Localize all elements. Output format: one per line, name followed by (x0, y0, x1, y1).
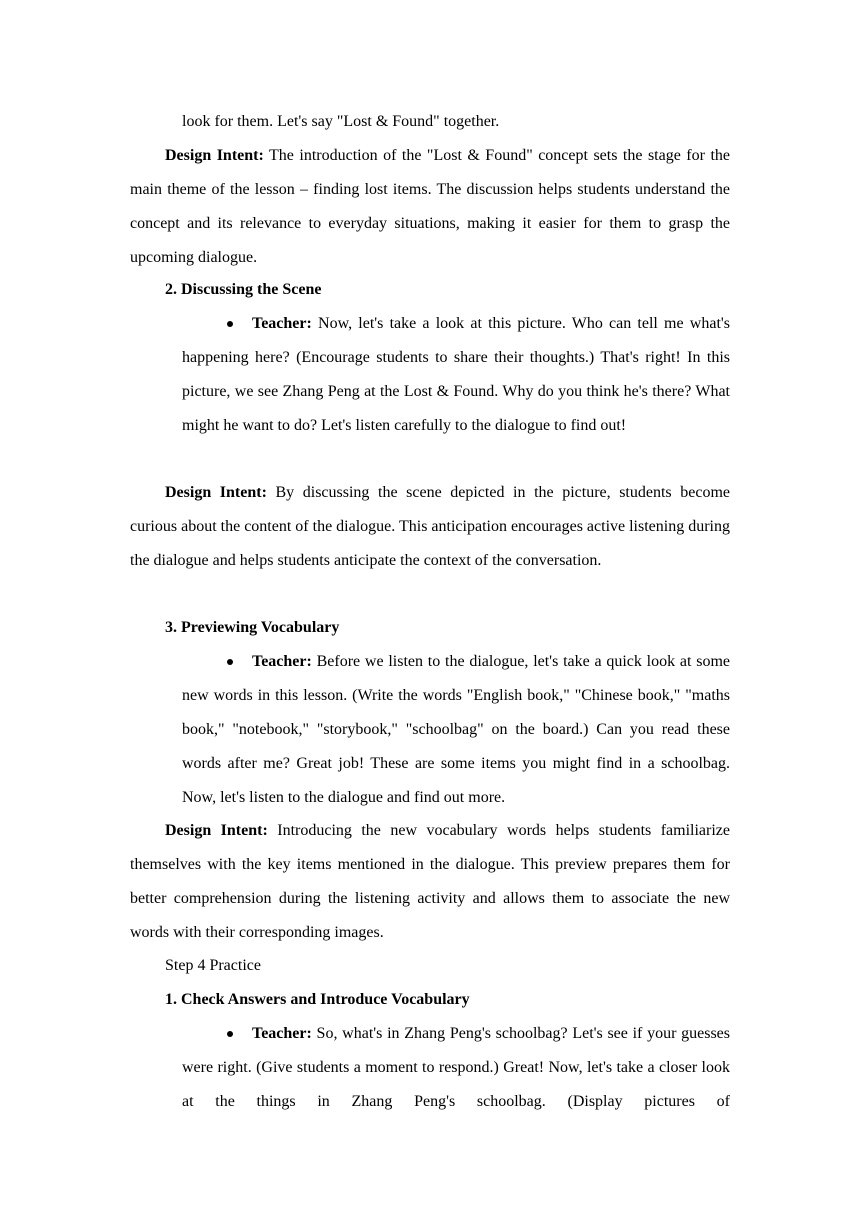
teacher-text: So, what's in Zhang Peng's schoolbag? Let's see if your guesses were right. (Give students a moment to respond.) Great! Now, let's take a closer look at the things in Zhang Peng's schoolbag. (Display pictures of (182, 1025, 730, 1110)
step-4-label (130, 949, 730, 983)
heading-text: 1. Check Answers and Introduce Vocabulary (165, 991, 470, 1008)
design-intent-label: Design Intent: (165, 147, 264, 164)
teacher-paragraph-3 (182, 645, 730, 815)
design-intent-text: By discussing the scene depicted in the picture, students become curious about the content of the dialogue. This anticipation encourages active listening during the dialogue and helps students anticipate the context of the conversation. (130, 484, 730, 569)
design-intent-paragraph-1 (130, 139, 730, 275)
step-text: Step 4 Practice (165, 957, 261, 974)
section-heading-3 (130, 611, 730, 645)
design-intent-paragraph-3 (130, 814, 730, 950)
heading-text: 3. Previewing Vocabulary (165, 619, 340, 636)
teacher-label: Teacher: (252, 315, 312, 332)
paragraph-continuation (182, 105, 730, 139)
design-intent-label: Design Intent: (165, 484, 267, 501)
design-intent-label: Design Intent: (165, 822, 268, 839)
design-intent-text: Introducing the new vocabulary words helps students familiarize themselves with the key items mentioned in the dialogue. This preview prepares them for better comprehension during the listening activity and allows them to associate the new words with their corresponding images. (130, 822, 730, 941)
heading-text: 2. Discussing the Scene (165, 281, 322, 298)
section-heading-4 (130, 983, 730, 1017)
design-intent-text: The introduction of the "Lost & Found" concept sets the stage for the main theme of the lesson – finding lost items. The discussion helps students understand the concept and its relevance to everyday situations, making it easier for them to grasp the upcoming dialogue. (130, 147, 730, 266)
teacher-paragraph-4 (182, 1017, 730, 1119)
continuation-text: look for them. Let's say "Lost & Found" together. (182, 113, 500, 130)
section-heading-2 (130, 273, 730, 307)
teacher-label: Teacher: (252, 1025, 312, 1042)
teacher-text: Before we listen to the dialogue, let's take a quick look at some new words in this lesson. (Write the words "English book," "Chinese book," "maths book," "notebook," "storybook," "schoolbag" on the board.) Can you read these words after me? Great job! These are some items you might find in a schoolbag. Now, let's listen to the dialogue and find out more. (182, 653, 730, 806)
design-intent-paragraph-2 (130, 476, 730, 578)
teacher-paragraph-2 (182, 307, 730, 443)
teacher-text: Now, let's take a look at this picture. Who can tell me what's happening here? (Encourage students to share their thoughts.) That's right! In this picture, we see Zhang Peng at the Lost & Found. Why do you think he's there? What might he want to do? Let's listen carefully to the dialogue to find out! (182, 315, 730, 434)
teacher-label: Teacher: (252, 653, 312, 670)
